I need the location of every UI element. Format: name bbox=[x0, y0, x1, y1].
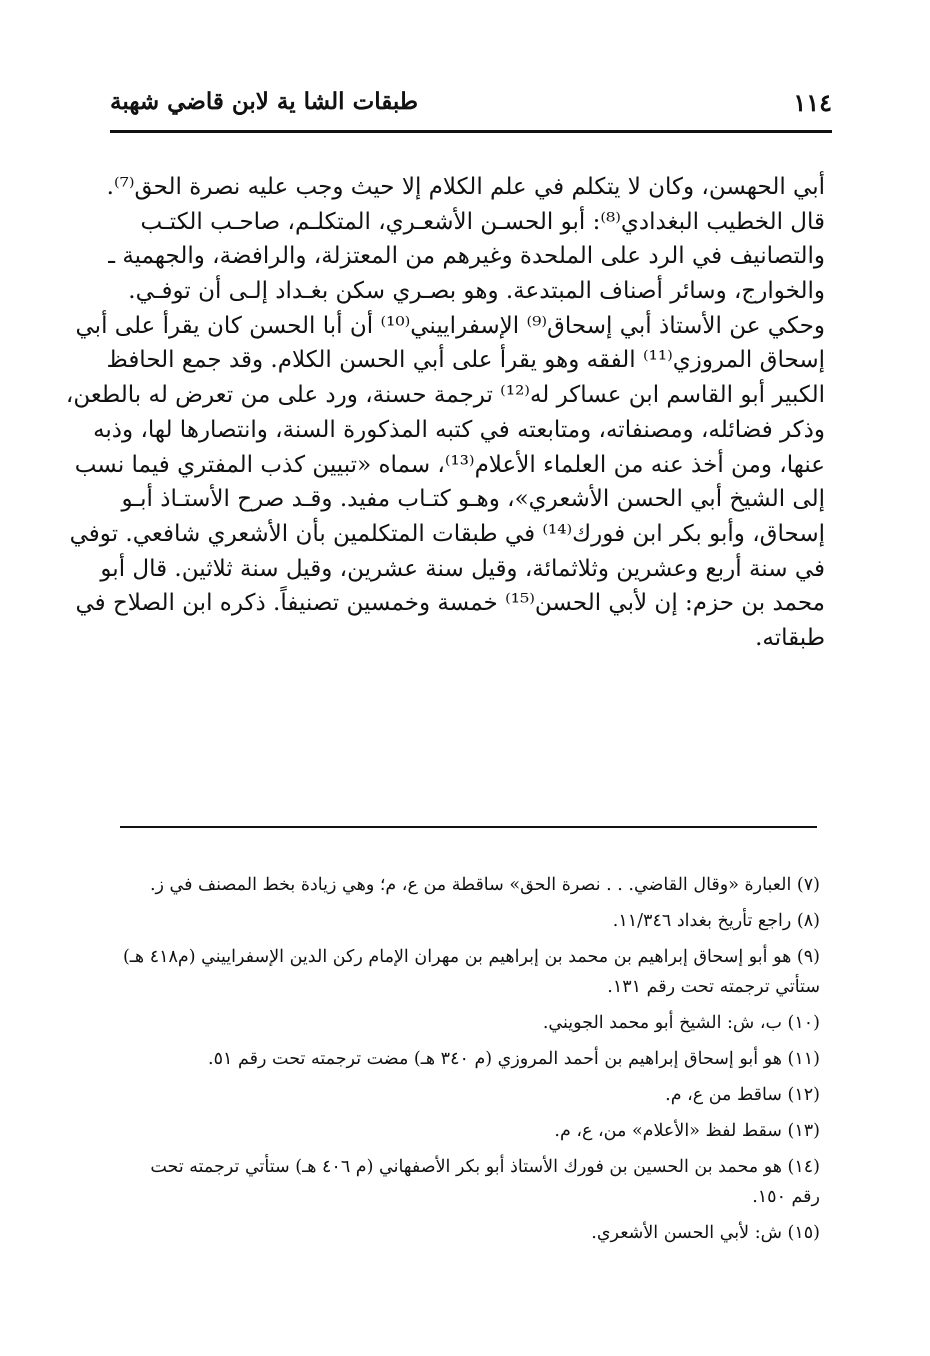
header-rule bbox=[110, 130, 832, 133]
footnote-line: رقم ١٥٠. bbox=[752, 1187, 820, 1207]
text-line: والتصانيف في الرد على الملحدة وغيرهم من المعتزلة، والرافضة، والجهمية ـ bbox=[108, 243, 825, 270]
text-line: الكبير أبو القاسم ابن عساكر له⁽¹²⁾ ترجمة حسنة، ورد على من تعرض له بالطعن، bbox=[65, 382, 825, 409]
text-line: إسحاق، وأبو بكر ابن فورك⁽¹⁴⁾ في طبقات المتكلمين بأن الأشعري شافعي. توفي bbox=[69, 520, 825, 547]
page-number: ١١٤ bbox=[793, 88, 832, 117]
text-line: قال الخطيب البغدادي⁽⁸⁾: أبو الحسـن الأشعـري، المتكلـم، صاحـب الكتـب bbox=[140, 208, 825, 235]
text-line: وذكر فضائله، ومصنفاته، ومتابعته في كتبه المذكورة السنة، وانتصارها لها، وذبه bbox=[93, 416, 825, 443]
footnote-12 bbox=[120, 1080, 820, 1110]
footnote-line: (١١) هو أبو إسحاق إبراهيم بن أحمد المروزي (م ٣٤٠ هـ) مضت ترجمته تحت رقم ٥١. bbox=[208, 1049, 820, 1069]
footnote-11 bbox=[120, 1044, 820, 1074]
footnote-15 bbox=[120, 1218, 820, 1248]
footnote-line: (٩) هو أبو إسحاق إبراهيم بن محمد بن إبراهيم بن مهران الإمام ركن الدين الإسفراييني (م٤١٨ هـ) bbox=[122, 947, 820, 967]
main-text bbox=[65, 170, 825, 656]
footnote-separator bbox=[120, 826, 817, 828]
footnotes bbox=[120, 870, 820, 1254]
text-line: إلى الشيخ أبي الحسن الأشعري»، وهـو كتـاب مفيد. وقـد صرح الأستـاذ أبـو bbox=[121, 486, 825, 513]
text-line: وحكي عن الأستاذ أبي إسحاق⁽⁹⁾ الإسفراييني⁽¹⁰⁾ أن أبا الحسن كان يقرأ على أبي bbox=[75, 312, 825, 339]
footnote-line: (١٤) هو محمد بن الحسين بن فورك الأستاذ أبو بكر الأصفهاني (م ٤٠٦ هـ) ستأتي ترجمته تحت bbox=[150, 1157, 820, 1177]
footnote-line: (١٠) ب، ش: الشيخ أبو محمد الجويني. bbox=[542, 1013, 820, 1033]
footnote-line: (١٢) ساقط من ع، م. bbox=[665, 1085, 820, 1105]
footnote-line: (٧) العبارة «وقال القاضي. . . نصرة الحق» ساقطة من ع، م؛ وهي زيادة بخط المصنف في ز. bbox=[149, 875, 820, 895]
footnote-7 bbox=[120, 870, 820, 900]
footnote-9 bbox=[120, 942, 820, 1002]
text-line: أبي الحهسن، وكان لا يتكلم في علم الكلام إلا حيث وجب عليه نصرة الحق⁽⁷⁾. bbox=[106, 174, 825, 200]
footnote-line: (١٣) سقط لفظ «الأعلام» من، ع، م. bbox=[554, 1121, 820, 1141]
footnote-10 bbox=[120, 1008, 820, 1038]
running-header bbox=[110, 82, 832, 122]
footnote-14 bbox=[120, 1152, 820, 1212]
footnote-line: (٨) راجع تأريخ بغداد ١١/٣٤٦. bbox=[612, 911, 820, 931]
text-line: طبقاته. bbox=[755, 624, 825, 651]
text-line: والخوارج، وسائر أصناف المبتدعة. وهو بصـري سكن بغـداد إلـى أن توفـي. bbox=[128, 278, 825, 305]
footnote-line: (١٥) ش: لأبي الحسن الأشعري. bbox=[591, 1223, 820, 1243]
footnote-13 bbox=[120, 1116, 820, 1146]
text-line: عنها، ومن أخذ عنه من العلماء الأعلام⁽¹³⁾، سماه «تبيين كذب المفتري فيما نسب bbox=[74, 451, 825, 478]
footnote-8 bbox=[120, 906, 820, 936]
text-line: في سنة أربع وعشرين وثلاثمائة، وقيل سنة عشرين، وقيل سنة ثلاثين. قال أبو bbox=[100, 555, 825, 582]
book-title: طبقات الشا ية لابن قاضي شهبة bbox=[110, 88, 419, 115]
footnote-line: ستأتي ترجمته تحت رقم ١٣١. bbox=[607, 977, 820, 997]
text-line: محمد بن حزم: إن لأبي الحسن⁽¹⁵⁾ خمسة وخمسين تصنيفاً. ذكره ابن الصلاح في bbox=[75, 590, 825, 617]
text-line: إسحاق المروزي⁽¹¹⁾ الفقه وهو يقرأ على أبي الحسن الكلام. وقد جمع الحافظ bbox=[106, 347, 825, 374]
